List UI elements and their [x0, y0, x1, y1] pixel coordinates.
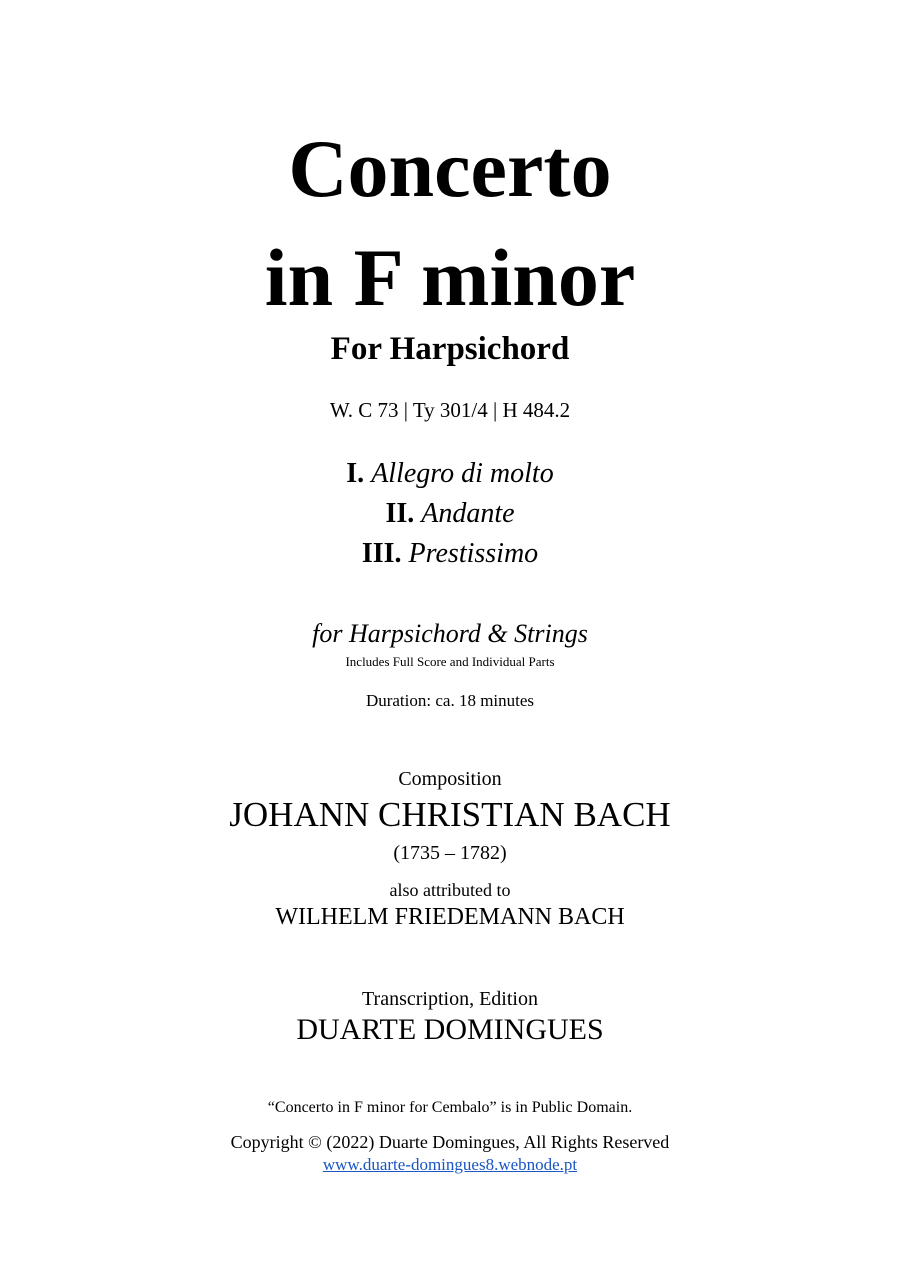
attribution-label: also attributed to [389, 880, 511, 900]
public-domain-notice: “Concerto in F minor for Cembalo” is in Public Domain. [267, 1099, 633, 1116]
attributed-composer: WILHELM FRIEDEMANN BACH [275, 904, 625, 930]
editor-name: DUARTE DOMINGUES [296, 1013, 604, 1046]
movement-3-number: III. [361, 538, 402, 569]
movement-2-number: II. [385, 498, 415, 529]
movement-1-name: Allegro di molto [371, 458, 554, 489]
composer-dates: (1735 – 1782) [393, 842, 507, 864]
movement-1-number: I. [346, 458, 365, 489]
copyright-notice: Copyright © (2022) Duarte Domingues, All Rights Reserved [230, 1132, 670, 1152]
movement-2 [0, 500, 900, 528]
website-link[interactable]: www.duarte-domingues8.webnode.pt [322, 1155, 578, 1174]
movement-3-name: Prestissimo [408, 538, 539, 569]
website [0, 1156, 900, 1173]
movement-2-name: Andante [421, 498, 515, 529]
catalog-numbers: W. C 73 | Ty 301/4 | H 484.2 [329, 398, 571, 422]
movement-1 [0, 460, 900, 488]
composition-label: Composition [398, 768, 502, 790]
subtitle: For Harpsichord [330, 331, 570, 367]
includes-note: Includes Full Score and Individual Parts [345, 654, 555, 669]
movement-3 [0, 540, 900, 568]
scoring: for Harpsichord & Strings [312, 619, 588, 648]
title-line-2: in F minor [264, 232, 636, 323]
composer-name: JOHANN CHRISTIAN BACH [229, 795, 671, 834]
edition-label: Transcription, Edition [362, 988, 538, 1010]
title-line-1: Concerto [288, 123, 612, 214]
duration: Duration: ca. 18 minutes [365, 691, 535, 710]
